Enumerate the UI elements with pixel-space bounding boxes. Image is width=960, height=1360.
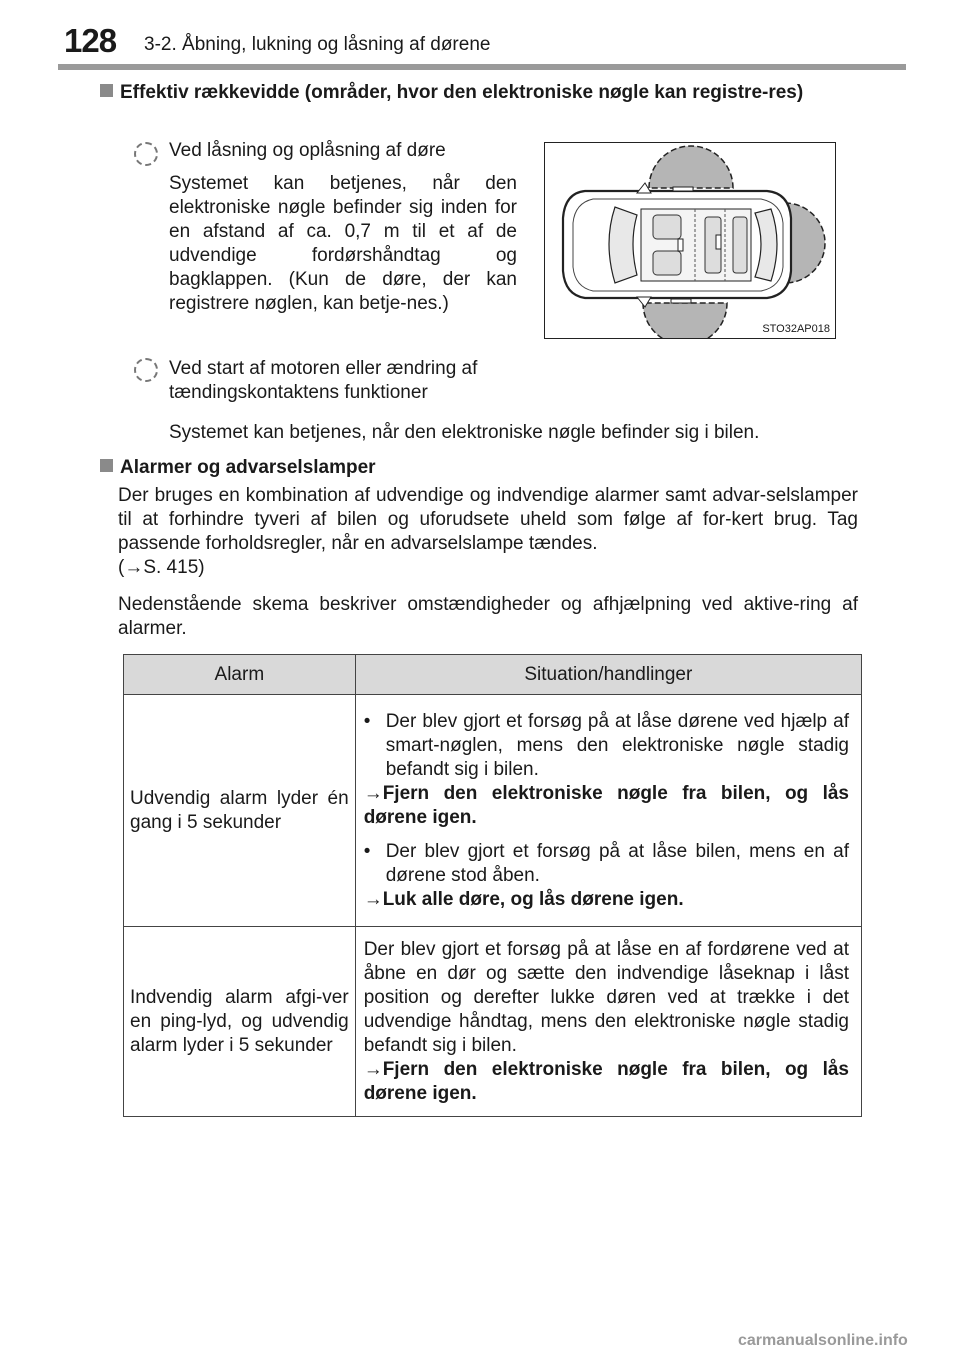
- alarm-cell: Udvendig alarm lyder én gang i 5 sekunder: [124, 695, 356, 927]
- front-door-range-top: [649, 146, 733, 188]
- car-range-figure: [544, 142, 836, 339]
- header-rule: [58, 64, 906, 70]
- list-item: • Der blev gjort et forsøg på at låse bilen, mens en af dørene stod åben.: [363, 840, 849, 886]
- engine-start-subheading: Ved start af motoren eller ændring af tændingskontaktens funktioner: [169, 358, 478, 403]
- dashed-circle-icon: [134, 358, 158, 382]
- page-number: 128: [64, 22, 117, 59]
- section-effective-range-title: Effektiv rækkevidde (områder, hvor den elektroniske nøgle kan registre-res): [100, 81, 857, 105]
- square-bullet-icon: [100, 84, 113, 97]
- alarms-description: Der bruges en kombination af udvendige og indvendige alarmer samt advar-selslamper til at forhindre tyveri af bilen og uforudsete uheld som følge af for-kert brug. Tag passende forholdsregler, når en advarselslampe tændes. (→S. 415): [118, 485, 858, 578]
- page-reference: (→S. 415): [118, 557, 205, 578]
- engine-start-description: Systemet kan betjenes, når den elektroniske nøgle befinder sig i bilen.: [169, 422, 760, 443]
- chapter-title: 3-2. Åbning, lukning og låsning af dørene: [144, 34, 491, 55]
- front-door-range-bottom: [643, 303, 727, 338]
- locking-subheading: Ved låsning og oplåsning af døre: [169, 140, 446, 161]
- situation-cell: Der blev gjort et forsøg på at låse en af fordørene ved at åbne en dør og sætte den indvendige låseknap i låst position og derefter lukke døren ved at trække i det udvendige håndtag, mens den elektroniske nøgle stadig befandt sig i bilen. →Fjern den elektroniske nøgle fra bilen, og lås dørene igen.: [355, 927, 861, 1117]
- column-header: Alarm: [124, 655, 356, 695]
- square-bullet-icon: [100, 459, 113, 472]
- column-header: Situation/handlinger: [355, 655, 861, 695]
- situation-cell: [355, 695, 861, 927]
- alarm-cell: Indvendig alarm afgi-ver en ping-lyd, og udvendig alarm lyder i 5 sekunder: [124, 927, 356, 1117]
- watermark: carmanualsonline.info: [738, 1332, 908, 1349]
- table-row: [124, 927, 862, 1117]
- table-header-row: [124, 655, 862, 695]
- table-intro: Nedenstående skema beskriver omstændigheder og afhjælpning ved aktive-ring af alarmer.: [118, 594, 858, 639]
- action-text: →Fjern den elektroniske nøgle fra bilen, og lås dørene igen.: [363, 782, 849, 828]
- car-top-view-illustration: [545, 143, 835, 338]
- alarm-table: [123, 654, 862, 1117]
- action-text: →Luk alle døre, og lås dørene igen.: [363, 888, 684, 910]
- action-text: →Fjern den elektroniske nøgle fra bilen, og lås dørene igen.: [363, 1058, 849, 1104]
- locking-description: Systemet kan betjenes, når den elektroniske nøgle befinder sig inden for en afstand af ca. 0,7 m til et af de udvendige fordørshåndtag og bagklappen. (Kun de døre, der kan registrere nøglen, kan betje-nes.): [169, 173, 517, 314]
- list-item: • Der blev gjort et forsøg på at låse dørene ved hjælp af smart-nøglen, mens den elektroniske nøgle stadig befandt sig i bilen.: [363, 710, 849, 780]
- table-row: [124, 695, 862, 927]
- dashed-circle-icon: [134, 142, 158, 166]
- figure-id: STO32AP018: [762, 323, 830, 335]
- section-alarms-title: Alarmer og advarselslamper: [100, 456, 376, 480]
